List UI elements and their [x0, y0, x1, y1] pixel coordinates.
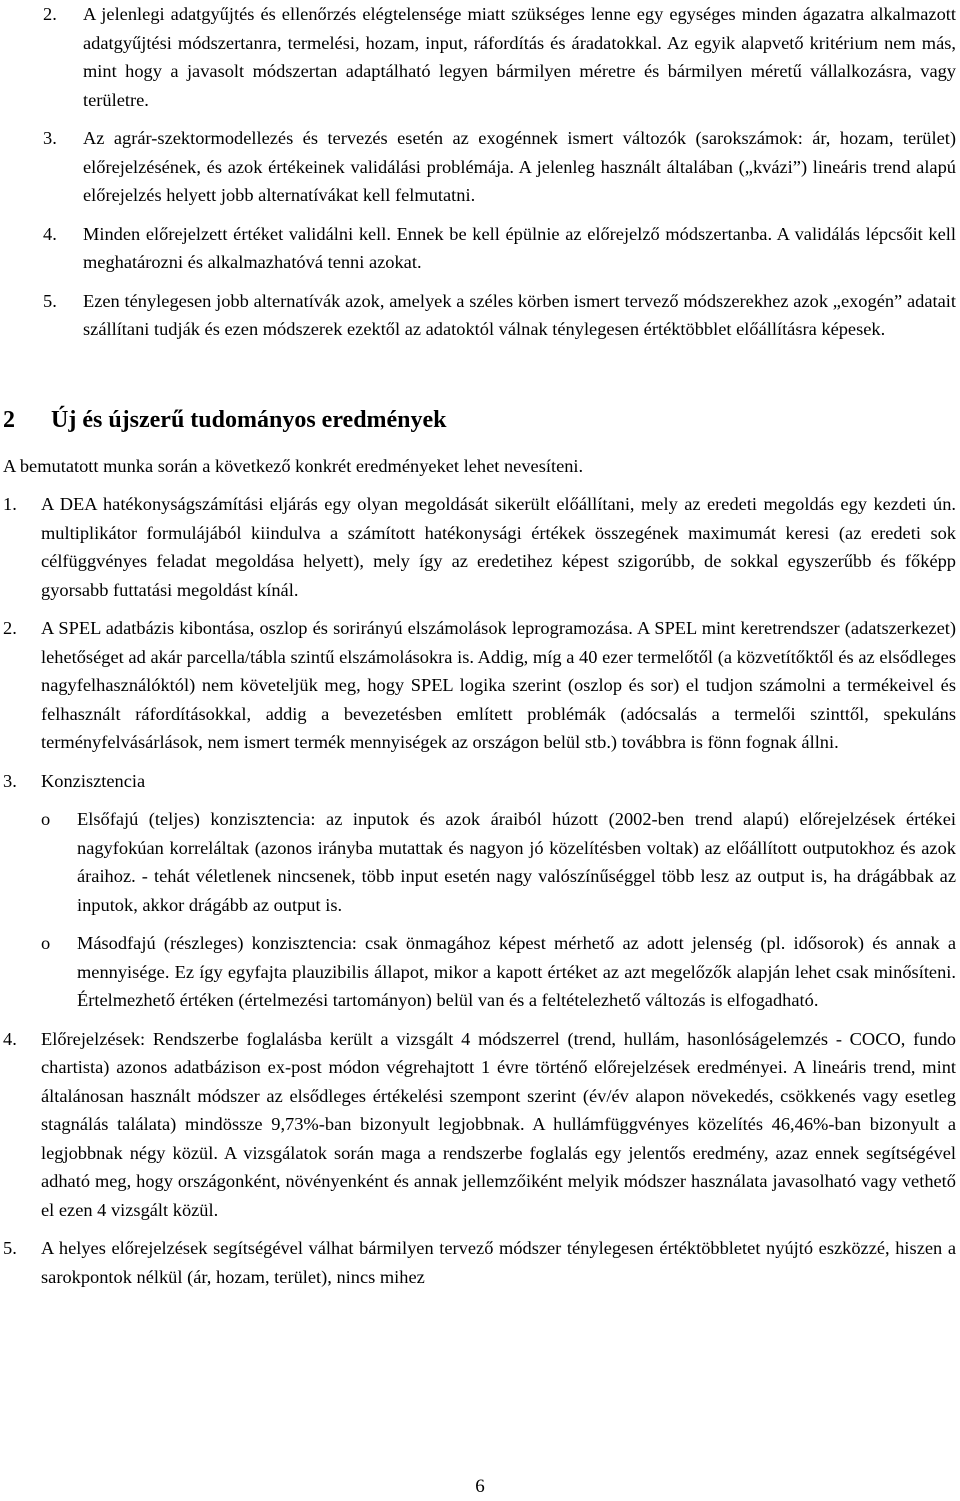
sub-list-item [3, 805, 956, 919]
list-item-number: 3. [3, 770, 17, 791]
section-number: 2 [3, 407, 15, 433]
list-item [21, 220, 956, 277]
list-item-text: Ezen ténylegesen jobb alternatívák azok, amelyek a széles körben ismert tervező módszerekhez azok „exogén” adatait szállítani tudják és ezen módszerek ezektől az adatoktól válnak ténylegesen értéktöbblet előállításra képesek. [83, 290, 956, 339]
section-intro: A bemutatott munka során a következő konkrét eredményeket lehet nevesíteni. [3, 456, 584, 476]
list-item-number: 5. [3, 1238, 17, 1258]
list-item [21, 0, 956, 114]
list-item-number: 2. [3, 618, 17, 638]
list-item-text: A SPEL adatbázis kibontása, oszlop és sorirányú elszámolások leprogramozása. A SPEL mint keretrendszer (adatszerkezet) lehetőséget ad akár parcella/tábla szintű elszámolásokra is. Addig, míg a 40 ezer termelőtől (a közvetítőktől és az elsődleges nagyfelhasználóktól) nem követeljük meg, hogy SPEL logika szerint (oszlop és sor) el tudjon számolni a termékeivel és felhasznált ráfordításokkal, addig a bevezetésben említett problémák (adócsalás a termelői szinttől, spekuláns terményfelvásárlások, nem ismert termék mennyiségek az országon belül stb.) továbbra is fönn fognak állni. [41, 618, 956, 752]
section-heading [3, 407, 960, 434]
list-item-number: 5. [43, 290, 57, 311]
list-item-number: 4. [43, 223, 57, 244]
list-item-text: Az agrár-szektormodellezés és tervezés esetén az exogénnek ismert változók (sarokszámok: ár, hozam, terület) előrejelzésének, és azok értékeinek validálási problémája. A jelenleg használt általában („kvázi”) lineáris trend alapú előrejelzés helyett jobb alternatívákat kell felmutatni. [83, 128, 956, 205]
bullet-marker: o [41, 933, 51, 953]
list-item-text: Konzisztencia [41, 770, 146, 791]
list-item-number: 3. [43, 128, 57, 148]
list-item-text: Minden előrejelzett értéket validálni kell. Ennek be kell épülnie az előrejelző módszertanba. A validálás lépcsőit kell meghatározni és alkalmazhatóvá tenni azokat. [83, 223, 956, 272]
list-item [3, 1025, 956, 1225]
list-item-number: 4. [3, 1028, 17, 1049]
list-item [21, 287, 956, 344]
sub-list-item-text: Másodfajú (részleges) konzisztencia: csak önmagához képest mérhető az adott jelenség (pl. idősorok) és annak a mennyisége. Ez így egyfajta plauzibilis állapot, mikor a kapott értéket az azt megelőzők alapján lehet csak minősíteni. Értelmezhető értéken (értelmezési tartományon) belül van és a feltételezhető változás is elfogadható. [77, 933, 956, 1010]
list-item-text: Előrejelzések: Rendszerbe foglalásba került a vizsgált 4 módszerrel (trend, hullám, hasonlóságelemzés - COCO, fundo chartista) azonos adatbázison ex-post módon végrehajtott 1 évre történő előrejelzések eredményei. A lineáris trend, mint általánosan használt módszer az elsődleges értékelési szempont szerint (év/év alapon növekedés, csökkenés vagy esetleg stagnálás találata) mindössze 9,73%-ban bizonyult legjobbnak. A hullámfüggvényes közelítés 46,46%-ban bizonyult a legjobbnak négy közül. A vizsgálatok során maga a rendszerbe foglalás egy jelentős eredmény, azaz ennek segítségével adható meg, hogy országonként, növényenként és annak jellemzőiként melyik módszer használata javasolható vagy vethető el ezen 4 vizsgált közül. [41, 1028, 956, 1220]
top-numbered-list [21, 0, 956, 344]
sub-list-item [3, 929, 956, 1015]
list-item-text: A jelenlegi adatgyűjtés és ellenőrzés elégtelensége miatt szükséges lenne egy egységes minden ágazatra alkalmazott adatgyűjtési módszertanra, termelési, hozam, input, ráfordítás és áradatokkal. Az egyik alapvető kritérium nem más, mint hogy a javasolt módszertan adaptálható legyen bármilyen méretre és bármilyen méretű vállalkozásra, vagy területre. [83, 4, 956, 110]
list-item [3, 767, 956, 796]
section-title: Új és újszerű tudományos eredmények [51, 407, 447, 433]
list-item-number: 1. [3, 494, 17, 514]
list-item [3, 490, 956, 604]
list-item-number: 2. [43, 4, 57, 24]
list-item [3, 1234, 956, 1291]
sub-list-item-text: Elsőfajú (teljes) konzisztencia: az inputok és azok áraiból húzott (2002-ben trend alapú) előrejelzések értékei nagyfokúan korreláltak (azonos irányba mutattak és nagyon jó közelítésben voltak) az előállított outputokhoz és azok áraihoz. - tehát véletlenek nincsenek, több input esetén nagy valószínűséggel több lesz az output is, ha drágábbak az inputok, akkor drágább az output is. [77, 809, 956, 915]
page-number: 6 [475, 1476, 485, 1497]
list-item-text: A DEA hatékonyságszámítási eljárás egy olyan megoldását sikerült előállítani, mely az eredeti megoldás egy kezdeti ún. multiplikátor formulájából kiindulva a számított hatékonysági értékek összegének maximumát keresi (az eredeti sok célfüggvényes feladat megoldása helyett), mely így az eredetihez képest szigorúbb, de sokkal egyszerűbb és főképp gyorsabb futtatási megoldást kínál. [41, 494, 956, 600]
bullet-marker: o [41, 809, 51, 829]
list-item [3, 614, 956, 757]
results-list [3, 490, 956, 1291]
list-item-text: A helyes előrejelzések segítségével válhat bármilyen tervező módszer ténylegesen értéktöbbletet nyújtó eszközzé, hiszen a sarokpontok nélkül (ár, hozam, terület), nincs mihez [41, 1238, 956, 1287]
list-item [21, 124, 956, 210]
